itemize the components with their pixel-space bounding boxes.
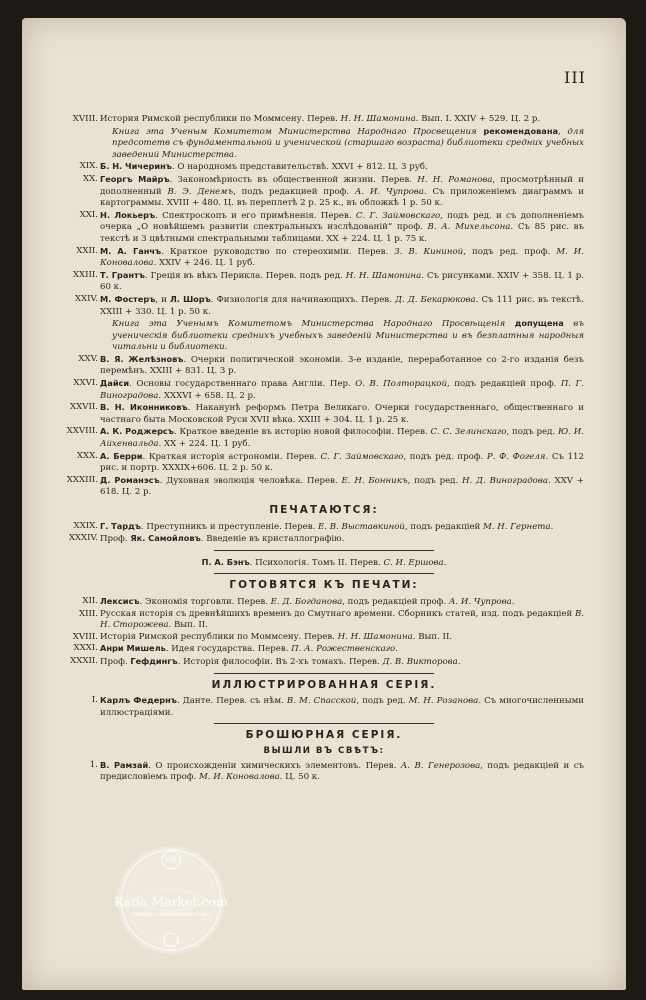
contributor-name: А. В. Генерозова [400,760,481,771]
catalog-entry [64,354,584,378]
entry-body [100,403,584,425]
contributor-name: А. И. Чупрова [448,596,512,607]
catalog-entry [64,114,584,126]
author-name: Л. Шоръ [169,293,211,304]
entry-text: . Съ 111 рис. въ текстѣ. XXIII + 330. Ц. 1 р. 50 к. [100,294,584,317]
section-illustrated-title: ИЛЛЮСТРИРОВАННАЯ СЕРIЯ. [211,678,437,691]
preparing-list [64,596,584,669]
author-name: В. Рамзай [100,759,149,770]
catalog-entry [64,451,584,475]
entry-text: . Данте. Перев. съ нѣм. [176,696,287,707]
contributor-name: М. Н. Розанова [408,696,479,707]
catalog-entry [64,246,584,270]
entry-text: . Духовная эволюцiя человѣка. Перев. [159,475,342,486]
entry-body [100,114,540,124]
catalog-entry [64,643,584,656]
volume-number: XIII. [78,608,98,619]
catalog-entry [64,378,584,402]
catalog-entry [64,161,584,174]
author-name: Н. Локьеръ [100,209,156,220]
entry-text: . Вып. II. [412,631,453,642]
entry-text: , подъ ред. проф. [403,451,487,462]
volume-number: 1. [89,759,98,770]
author-name: Д. Романэсъ [100,474,160,485]
entry-text: , подъ редакцiей проф. [342,596,449,607]
catalog-entry [64,174,584,210]
volume-number: XXVI. [73,378,98,389]
entry-text: Русская исторiя съ древнѣйшихъ временъ до Смутнаго времени. Сборникъ статей, изд. подъ редакцiей [100,608,575,619]
entry-text: . Краткая исторiя астрономiи. Перев. [142,451,321,462]
entry-text: . Очерки политической экономiи. 3-е изданiе, переработанное со 2-го изданiя безъ перемѣнъ. XXIII + 831. Ц. 3 р. [100,354,584,377]
entry-text: . [511,596,515,607]
entry-text: Исторiя Римской республики по Моммсену. Перев. [100,631,338,642]
divider [214,723,434,724]
entry-text: . XXXVI + 658. Ц. 2 р. [158,390,256,401]
contributor-name: Д. Д. Бекарюкова [394,294,476,305]
entry-text: . Идея государства. Перев. [165,644,292,655]
catalog-entry [64,270,584,294]
author-name: Анри Мишель [100,643,166,654]
catalog-entry [64,426,584,450]
entry-body [100,761,584,783]
contributor-name: Ю. И. Айхенвальда [100,427,584,450]
entry-text: , подъ ред. проф. [463,246,557,257]
entry-body [100,162,428,172]
entry-text: . Основы государственнаго права Англiи. Пер. [129,379,356,390]
illustrated-list [64,695,584,719]
volume-number: XXX. [76,450,98,461]
entry-text: , подъ редакцiей и съ предисловiемъ проф. [100,760,584,783]
divider [214,550,434,551]
contributor-name: В. М. Спасской [286,696,357,707]
contributor-name: Е. Д. Богданова [270,596,343,607]
entry-text: . Спектроскопъ и его примѣненiя. Перев. [155,210,356,221]
author-name: рекомендована [483,125,559,136]
catalog-content [64,114,584,784]
entry-text: Проф. [100,656,131,667]
catalog-entry [64,695,584,719]
entry-text: , подъ ред. [356,696,409,707]
catalog-entry [64,632,584,644]
entry-body [100,522,553,532]
volume-number: I. [91,695,98,706]
volume-number: XX. [83,173,98,184]
entry-text: . Физиологiя для начинающихъ. Перев. [210,294,395,305]
published-list [64,114,584,499]
entry-text: . Исторiя философiи. Въ 2-хъ томахъ. Перев. [177,656,383,667]
volume-number: XVIII. [72,631,98,642]
author-name: А. К. Роджерсъ [100,426,174,437]
entry-body [100,632,452,642]
entry-text: . Экономiя торговли. Перев. [139,596,271,607]
entry-body [100,696,584,718]
entry-body [100,247,584,269]
entry-body [100,211,584,244]
contributor-name: А. И. Чупрова [354,186,424,197]
entry-text: . Закономѣрность въ общественной жизни. Перев. [169,174,418,185]
entry-body [100,271,584,293]
entry-body [100,379,584,401]
entry-text: . Вып. I. XXIV + 529. Ц. 2 р. [415,114,541,124]
author-name: М. Фостеръ [100,293,156,304]
author-name: П. А. Бэнъ [201,556,250,567]
entry-text: , подъ редакцiей [404,521,484,532]
contributor-name: С. С. Зелинскаго [430,427,507,438]
catalog-entry [64,521,584,534]
entry-text: Книга эта Ученым Комитетом Министерства Народнаго Просвещения [112,126,484,137]
entry-text: . [395,644,398,655]
entry-text: . XX + 224. Ц. 1 руб. [158,439,251,450]
contributor-name: Н. Д. Виноградова [462,475,548,486]
section-preparing-title: ГОТОВЯТСЯ КЪ ПЕЧАТИ: [229,579,419,592]
catalog-entry [64,596,584,609]
catalog-entry [64,760,584,784]
watermark-subtext: КНИЖНЫЙ АНТИКВАРНЫЙ МАГАЗИН [132,912,210,917]
author-name: В. Н. Иконниковъ [100,402,188,413]
entry-body [100,452,584,474]
author-name: Гефдингъ [130,655,178,666]
entry-text: , подъ ред. [407,475,463,486]
contributor-name: П. Г. Виноградова [100,379,584,401]
ministry-note [64,126,584,162]
author-name: Дайси [100,378,130,389]
contributor-name: Е. Н. Бонникъ [341,475,408,486]
entry-text: . Грецiя въ вѣкъ Перикла. Перев. подъ ред. [144,270,346,281]
contributor-name: Н. Н. Шамонина [340,114,416,124]
entry-body [100,355,584,377]
volume-number: XXIV. [74,293,98,304]
watermark-logo [114,838,228,968]
book-page [22,18,626,990]
catalog-entry [64,533,584,546]
contributor-name: В. Э. Денемъ [167,186,234,197]
entry-body [100,609,584,631]
contributor-name: П. А. Рожественскаго [291,644,396,655]
watermark-text: Katia Market.com [114,894,228,909]
entry-text: , для предсотетв съ фундаментальной и ученической (старшаго возраста) библиотеки средних учебных заведений Министерства. [112,126,585,160]
author-name: А. Берри [100,450,143,461]
entry-body [100,534,344,544]
section-printing-title: ПЕЧАТАЮТСЯ: [269,504,379,516]
entry-text: Проф. [100,534,131,545]
entry-text: . Съ 112 рис. и портр. XXXIX+606. Ц. 2 р. 50 к. [100,451,584,474]
printing-tail-entry [64,557,584,570]
brochure-list [64,760,584,784]
catalog-entry [64,475,584,499]
entry-text: , и [155,294,170,305]
printing-list [64,521,584,546]
author-name: Георгъ Майръ [100,173,170,184]
author-name: Б. Н. Чичеринъ [100,161,172,172]
entry-text: . О происхожденiи химическихъ элементовъ. Перев. [148,760,401,771]
catalog-entry [64,609,584,632]
catalog-entry [64,402,584,426]
author-name: Карлъ Федернъ [100,695,177,706]
entry-body [100,644,398,654]
entry-text: . Краткое руководство по стереохимiи. Перев. [161,246,395,257]
section-brochure-subtitle: ВЫШЛИ ВЪ СВѢТЪ: [263,745,385,756]
entry-body [100,295,584,317]
author-name: Г. Тардъ [100,520,141,531]
entry-text: Книга эта Ученымъ Комитетомъ Министерства Народнаго Просвѣщенiя [112,319,515,330]
entry-text: . Вып. II. [168,620,208,631]
entry-text: . [550,521,554,532]
entry-text: . XXV + 618. Ц. 2 р. [100,475,584,498]
author-name: Т. Грантъ [100,269,145,280]
entry-text: . О народномъ представительствѣ. XXVI + 812. Ц. 3 руб. [171,162,428,173]
entry-text: . Краткое введенiе въ исторiю новой философiи. Перев. [173,427,431,438]
contributor-name: Н. Н. Шамонина [337,631,413,642]
entry-text: . Съ приложенiемъ диаграммъ и картограммы. XVIII + 480. Ц. въ переплетѣ 2 р. 25 к., въ обложкѣ 1 р. 50 к. [100,186,584,209]
entry-text: , подъ редакцiей проф. [447,379,561,390]
entry-body [100,597,515,607]
entry-text: , подъ ред. [506,427,558,438]
contributor-name: М. И. Коновалова [100,246,584,269]
entry-text: . [443,557,447,568]
contributor-name: М. Н. Гернета [483,521,551,532]
author-name: Як. Самойловъ [130,533,201,544]
volume-number: XVIII. [72,114,98,124]
ministry-note [64,318,584,354]
catalog-entry [64,656,584,669]
entry-text: въ ученическiя библиотеки среднихъ учебныхъ заведенiй Министерства и въ безплатныя народныя читальни и библиотеки. [112,319,584,353]
entry-text: . Съ рисунками. XXIV + 358. Ц. 1 р. 60 к. [100,270,584,293]
entry-text: . Съ 85 рис. въ текстѣ и 3 цвѣтными спектральными таблицами. XX + 224. Ц. 1 р. 75 к. [100,222,584,244]
contributor-name: О. В. Полторацкой [355,379,447,390]
entry-text: , подъ редакцией проф. [233,186,355,197]
contributor-name: В. Н. Сторожева [100,608,584,631]
author-name: В. Я. Желѣзновъ [100,353,184,364]
entry-text: . Преступникъ и преступленiе. Перев. [140,521,319,532]
contributor-name: Р. Ф. Фогеля [486,451,546,462]
volume-number: XXXI. [73,643,98,654]
catalog-entry [64,210,584,246]
volume-number: XXVII. [70,402,98,413]
entry-body [100,427,584,449]
catalog-entry [64,294,584,318]
entry-body [100,175,584,208]
entry-text: . [457,656,461,667]
contributor-name: С. Г. Займовскаго [320,451,404,462]
volume-number: XIX. [79,161,98,172]
entry-text: . Съ многочисленными иллюстрацiями. [100,696,585,718]
volume-number: XXV. [78,353,98,364]
watermark-badge: KM [165,856,177,864]
contributor-name: С. Г. Займовскаго [355,210,441,221]
volume-number: XXII. [76,245,98,256]
volume-number: XII. [82,595,98,606]
contributor-name: Е. В. Выставкиной [318,521,405,532]
divider [214,573,434,574]
entry-text: , подъ ред. и съ дополненiемъ очерка „О новѣйшемъ развитiи спектральныхъ изслѣдованiй“ проф. [100,210,584,233]
divider [214,673,434,674]
entry-text: . XXIV + 246. Ц. 1 руб. [153,258,256,269]
contributor-name: Д. В. Викторова [382,656,458,667]
volume-number: XXIII. [72,269,98,280]
entry-text: История Римской республики по Моммсену. Перев. [100,114,341,124]
entry-text: . Наканунѣ реформъ Петра Великаго. Очерки государственнаго, общественнаго и частнаго быта Московской Руси XVII вѣка. XXIII + 304. Ц. 1 р. 25 к. [100,403,585,425]
contributor-name: З. В. Кининой [394,246,464,257]
entry-text: , просмотрѣнный и дополненный [100,174,584,197]
volume-number: XXI. [79,209,98,220]
author-name: допущена [514,318,564,329]
entry-text: . Введенiе въ кристаллографiю. [200,534,345,545]
contributor-name: М. И. Коновалова [198,772,280,783]
contributor-name: Н. Н. Романова [417,174,493,185]
volume-number: XXXIII. [66,474,98,485]
author-name: М. А. Ганчъ [100,245,162,256]
contributor-name: С. И. Ершова [383,557,444,568]
entry-text: . Ц. 50 к. [279,772,320,783]
entry-body [100,657,461,667]
entry-body [100,476,584,498]
contributor-name: В. А. Михельсона [427,222,511,233]
page-number: III [564,68,586,87]
volume-number: XXIX. [73,520,98,531]
contributor-name: Н. Н. Шамонина [345,270,422,281]
author-name: Лексисъ [100,595,140,606]
section-brochure-title: БРОШЮРНАЯ СЕРIЯ. [245,729,403,742]
volume-number: XXXIV. [68,533,98,544]
volume-number: XXXII. [70,655,98,666]
entry-text: . Психологiя. Томъ II. Перев. [249,557,384,568]
volume-number: XXVIII. [66,426,98,437]
